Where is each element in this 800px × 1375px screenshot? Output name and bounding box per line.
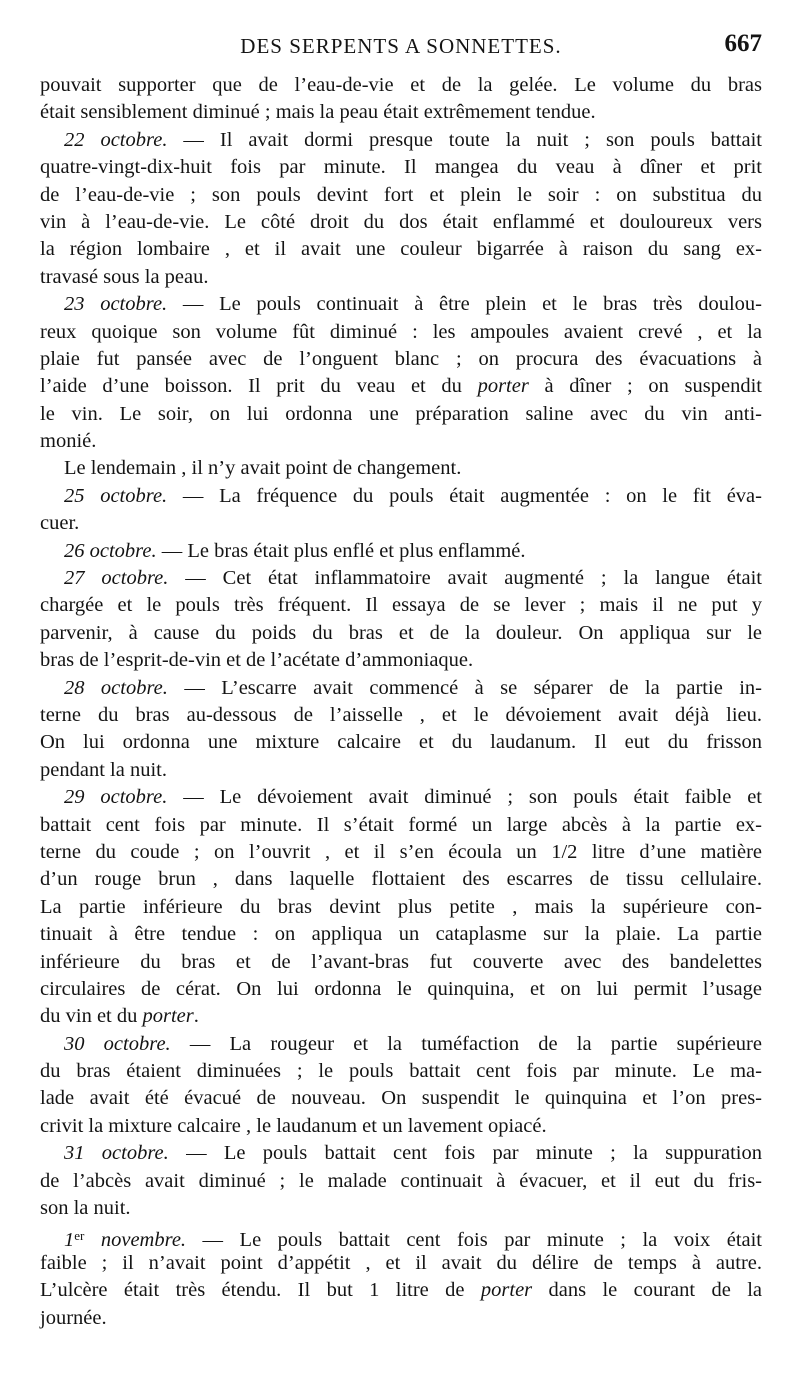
text-line xyxy=(40,894,762,921)
text-line xyxy=(40,1277,762,1304)
text-line xyxy=(40,702,762,729)
line-text: tinuait à être tendue : on appliqua un cataplasme sur la plaie. La partie xyxy=(40,923,762,946)
line-text: lade avait été évacué de nouveau. On suspendit le quinquina et l’on pres- xyxy=(40,1087,762,1110)
running-title: DES SERPENTS A SONNETTES. xyxy=(240,34,562,58)
line-text: son la nuit. xyxy=(40,1197,131,1220)
line-text: terne du coude ; on l’ouvrit , et il s’en écoula un 1/2 litre d’une matière xyxy=(40,840,762,863)
line-text: vin à l’eau-de-vie. Le côté droit du dos était enflammé et douloureux vers xyxy=(40,210,762,233)
paragraph xyxy=(40,538,762,565)
line-text: L’ulcère était très étendu. Il but 1 litre de xyxy=(40,1279,481,1302)
line-text: du vin et du xyxy=(40,1005,143,1028)
text-line xyxy=(40,757,762,784)
line-text: circulaires de cérat. On lui ordonna le quinquina, et on lui permit l’usage xyxy=(40,977,762,1000)
running-head xyxy=(40,30,762,64)
text-line xyxy=(40,154,762,181)
line-text: dans le courant de la xyxy=(532,1279,762,1302)
text-line xyxy=(40,647,762,674)
line-text: inférieure du bras et de l’avant-bras fut couverte avec des bandelettes xyxy=(40,950,762,973)
text-line xyxy=(40,401,762,428)
line-text: de l’abcès avait diminué ; le malade continuait à évacuer, et il eut du fris- xyxy=(40,1169,762,1192)
entry-date: 29 octobre. xyxy=(64,786,168,809)
line-text: l’aide d’une boisson. Il prit du veau et du xyxy=(40,375,478,398)
line-text: monié. xyxy=(40,430,97,453)
text-line xyxy=(40,264,762,291)
line-text: — L’escarre avait commencé à se séparer de la partie in- xyxy=(167,676,762,699)
entry-date: novembre. xyxy=(84,1229,187,1252)
line-text: du bras étaient diminuées ; le pouls battait cent fois par minute. Le ma- xyxy=(40,1060,762,1083)
text-line xyxy=(40,812,762,839)
line-text: — Le pouls continuait à être plein et le bras très doulou- xyxy=(167,293,762,316)
italic-term: porter xyxy=(142,1005,194,1028)
text-line xyxy=(40,565,762,592)
line-text: de l’eau-de-vie ; son pouls devint fort et plein le soir : on substitua du xyxy=(40,183,762,206)
text-line xyxy=(40,455,762,482)
italic-term: porter xyxy=(480,1279,533,1302)
entry-date: 23 octobre. xyxy=(64,293,168,316)
line-text: chargée et le pouls très fréquent. Il essaya de se lever ; mais il ne put y xyxy=(40,594,762,617)
line-text: était sensiblement diminué ; mais la peau était extrêmement tendue. xyxy=(40,101,596,124)
line-text: — Il avait dormi presque toute la nuit ; son pouls battait xyxy=(167,128,762,151)
line-text: cuer. xyxy=(40,512,80,535)
line-text: le vin. Le soir, on lui ordonna une préparation saline avec du vin anti- xyxy=(40,402,762,425)
text-line xyxy=(40,839,762,866)
paragraph xyxy=(40,1031,762,1141)
text-line xyxy=(40,182,762,209)
text-line xyxy=(40,510,762,537)
text-line xyxy=(40,1003,762,1030)
text-line xyxy=(40,373,762,400)
text-line xyxy=(40,72,762,99)
paragraph xyxy=(40,127,762,291)
line-text: parvenir, à cause du poids du bras et de la douleur. On appliqua sur le xyxy=(40,621,762,644)
text-line xyxy=(40,1031,762,1058)
text-line xyxy=(40,1058,762,1085)
text-line xyxy=(40,1113,762,1140)
text-line xyxy=(40,1140,762,1167)
line-text: — La fréquence du pouls était augmentée : on le fit éva- xyxy=(167,484,762,507)
text-line xyxy=(40,620,762,647)
line-text: quatre-vingt-dix-huit fois par minute. Il mangea du veau à dîner et prit xyxy=(40,156,762,179)
text-line xyxy=(40,291,762,318)
line-text: plaie fut pansée avec de l’onguent blanc ; on procura des évacuations à xyxy=(40,347,762,370)
line-text: Le lendemain , il n’y avait point de changement. xyxy=(64,457,462,480)
line-text: — Le pouls battait cent fois par minute ; la suppuration xyxy=(168,1142,762,1165)
text-line xyxy=(40,1250,762,1277)
entry-date: 28 octobre. xyxy=(64,676,168,699)
line-text: faible ; il n’avait point d’appétit , et il avait du délire de temps à autre. xyxy=(40,1251,762,1274)
line-text: On lui ordonna une mixture calcaire et du laudanum. Il eut du frisson xyxy=(40,731,762,754)
line-text: bras de l’esprit-de-vin et de l’acétate d’ammoniaque. xyxy=(40,649,474,672)
paragraph xyxy=(40,1140,762,1222)
text-line xyxy=(40,428,762,455)
text-line xyxy=(40,127,762,154)
text-line xyxy=(40,236,762,263)
line-text: reux quoique son volume fût diminué : les ampoules avaient crevé , et la xyxy=(40,320,762,343)
paragraph xyxy=(40,565,762,675)
paragraph xyxy=(40,1222,762,1332)
line-text: crivit la mixture calcaire , le laudanum et un lavement opiacé. xyxy=(40,1114,547,1137)
text-line xyxy=(40,209,762,236)
line-text: battait cent fois par minute. Il s’était formé un large abcès à la partie ex- xyxy=(40,813,762,836)
line-text: travasé sous la peau. xyxy=(40,265,209,288)
line-text: — La rougeur et la tuméfaction de la partie supérieure xyxy=(170,1032,762,1055)
entry-date: 27 octobre. xyxy=(64,567,169,590)
text-line xyxy=(40,866,762,893)
line-text: . xyxy=(193,1005,199,1028)
text-line xyxy=(40,921,762,948)
entry-date: 25 octobre. xyxy=(64,484,168,507)
line-text: journée. xyxy=(40,1306,107,1329)
page-number: 667 xyxy=(724,30,762,57)
text-line xyxy=(40,949,762,976)
paragraph xyxy=(40,72,762,127)
body-text xyxy=(40,72,762,1332)
line-text: terne du bras au-dessous de l’aisselle , et le dévoiement avait déjà lieu. xyxy=(40,703,762,726)
entry-date: 26 octobre. xyxy=(64,539,157,562)
line-text: pendant la nuit. xyxy=(40,758,167,781)
line-text: — Le dévoiement avait diminué ; son pouls était faible et xyxy=(167,786,762,809)
paragraph xyxy=(40,675,762,785)
text-line xyxy=(40,1195,762,1222)
paragraph xyxy=(40,483,762,538)
line-text: — Cet état inflammatoire avait augmenté ; la langue était xyxy=(168,567,762,590)
text-line xyxy=(40,675,762,702)
date-ordinal: er xyxy=(74,1228,85,1244)
entry-date: 30 octobre. xyxy=(64,1032,171,1055)
text-line xyxy=(40,346,762,373)
paragraph xyxy=(40,784,762,1031)
text-line xyxy=(40,1222,763,1252)
paragraph xyxy=(40,291,762,455)
text-line xyxy=(40,1168,762,1195)
text-line xyxy=(40,99,762,126)
line-text: la région lombaire , et il avait une couleur bigarrée à raison du sang ex- xyxy=(40,238,762,261)
text-line xyxy=(40,784,762,811)
line-text: à dîner ; on suspendit xyxy=(528,375,762,398)
paragraph xyxy=(40,455,762,482)
text-line xyxy=(40,319,762,346)
line-text: pouvait supporter que de l’eau-de-vie et de la gelée. Le volume du bras xyxy=(40,74,762,96)
entry-date: 1 xyxy=(64,1229,75,1252)
line-text: La partie inférieure du bras devint plus petite , mais la supérieure con- xyxy=(40,895,762,918)
line-text: — Le pouls battait cent fois par minute ; la voix était xyxy=(186,1229,763,1252)
text-line xyxy=(40,976,762,1003)
italic-term: porter xyxy=(477,375,529,398)
line-text: d’un rouge brun , dans laquelle flottaient des escarres de tissu cellulaire. xyxy=(40,868,762,891)
text-line xyxy=(40,729,762,756)
text-line xyxy=(40,592,762,619)
line-text: — Le bras était plus enflé et plus enflammé. xyxy=(156,539,526,562)
text-line xyxy=(40,483,762,510)
text-line xyxy=(40,1305,762,1332)
entry-date: 31 octobre. xyxy=(64,1142,169,1165)
entry-date: 22 octobre. xyxy=(64,128,168,151)
text-line xyxy=(40,1085,762,1112)
text-line xyxy=(40,538,762,565)
